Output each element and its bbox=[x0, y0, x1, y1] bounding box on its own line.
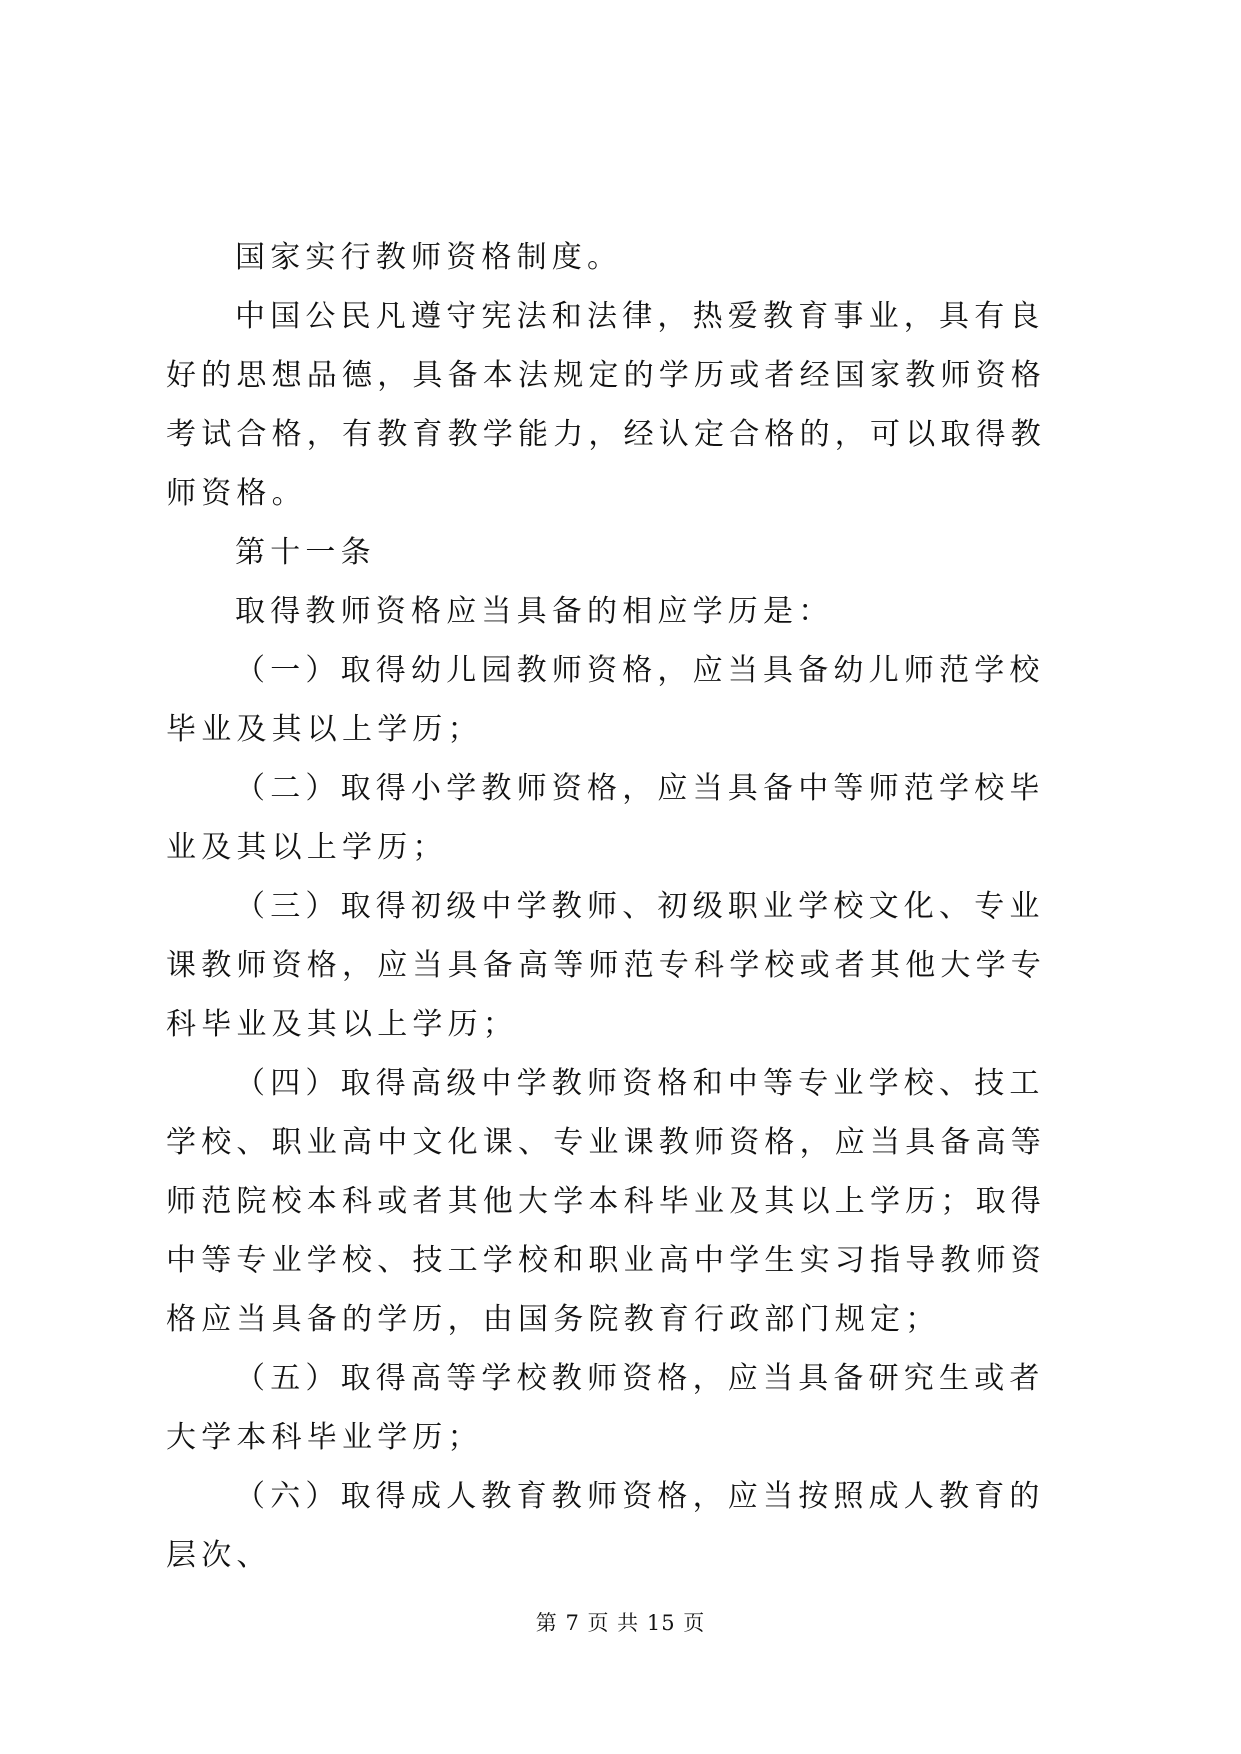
list-item: （五）取得高等学校教师资格，应当具备研究生或者大学本科毕业学历； bbox=[166, 1361, 1045, 1455]
list-item: （六）取得成人教育教师资格，应当按照成人教育的层次、 bbox=[166, 1479, 1045, 1573]
list-item: （四）取得高级中学教师资格和中等专业学校、技工学校、职业高中文化课、专业课教师资格，应当具备高等师范院校本科或者其他大学本科毕业及其以上学历；取得中等专业学校、技工学校和职业高中学生实习指导教师资格应当具备的学历，由国务院教育行政部门规定； bbox=[166, 1066, 1046, 1337]
list-item: （三）取得初级中学教师、初级职业学校文化、专业课教师资格，应当具备高等师范专科学校或者其他大学专科毕业及其以上学历； bbox=[166, 889, 1046, 1042]
list-item: （二）取得小学教师资格，应当具备中等师范学校毕业及其以上学历； bbox=[166, 771, 1045, 865]
paragraph: 中国公民凡遵守宪法和法律，热爱教育事业，具有良好的思想品德，具备本法规定的学历或者经国家教师资格考试合格，有教育教学能力，经认定合格的，可以取得教师资格。 bbox=[166, 299, 1046, 511]
article-heading: 第十一条 bbox=[235, 535, 376, 570]
page-footer: 第 7 页 共 15 页 bbox=[535, 1611, 706, 1635]
list-item: （一）取得幼儿园教师资格，应当具备幼儿师范学校毕业及其以上学历； bbox=[166, 653, 1045, 747]
paragraph: 取得教师资格应当具备的相应学历是： bbox=[235, 594, 834, 629]
paragraph: 国家实行教师资格制度。 bbox=[235, 240, 623, 275]
document-body bbox=[166, 228, 1076, 1585]
